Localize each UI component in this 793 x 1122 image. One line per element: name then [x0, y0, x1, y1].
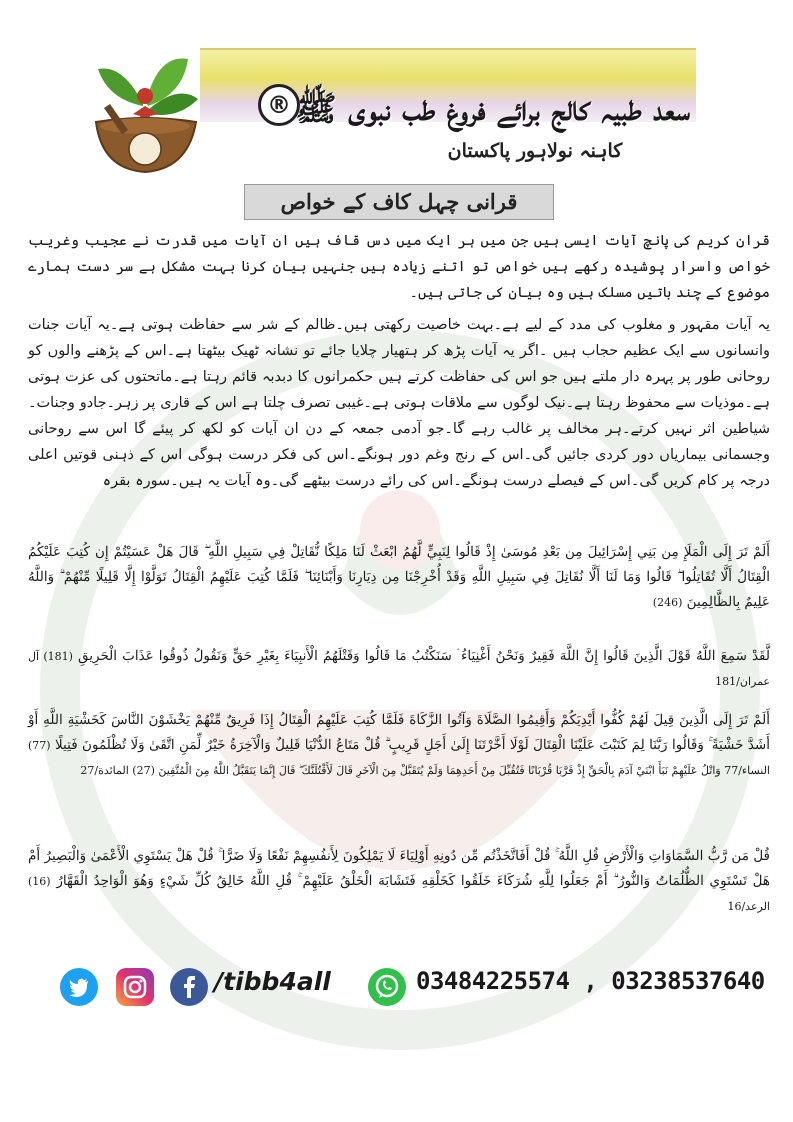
verse-text: لَّقَدْ سَمِعَ اللَّهُ قَوْلَ الَّذِينَ قَالُوا إِنَّ اللَّهَ فَقِيرٌ وَنَحْنُ أَغْنِيَاءُ ۘ سَنَكْتُبُ مَا قَالُوا وَقَتْلَهُمُ الْأَنبِيَاءَ بِغَيْرِ حَقٍّ وَنَقُولُ ذُوقُوا عَذَابَ الْحَرِيقِ: [78, 648, 771, 664]
verse-text: قُلْ مَن رَّبُّ السَّمَاوَاتِ وَالْأَرْضِ قُلِ اللَّهُ ۚ قُلْ أَفَاتَّخَذْتُم مِّن دُونِهِ أَوْلِيَاءَ لَا يَمْلِكُونَ لِأَنفُسِهِمْ نَفْعًا وَلَا ضَرًّا ۚ قُلْ هَلْ يَسْتَوِي الْأَعْمَىٰ وَالْبَصِيرُ أَمْ هَلْ تَسْتَوِي الظُّلُمَاتُ وَالنُّورُ ۗ أَمْ جَعَلُوا لِلَّهِ شُرَكَاءَ خَلَقُوا كَخَلْقِهِ فَتَشَابَهَ الْخَلْقُ عَلَيْهِمْ ۚ قُلِ اللَّهُ خَالِقُ كُلِّ شَيْءٍ وَهُوَ الْوَاحِدُ الْقَهَّارُ: [28, 848, 771, 889]
verse-1: [28, 540, 770, 640]
verse-text: أَلَمْ تَرَ إِلَى الْمَلَإِ مِن بَنِي إِسْرَائِيلَ مِن بَعْدِ مُوسَىٰ إِذْ قَالُوا لِنَبِيٍّ لَّهُمُ ابْعَثْ لَنَا مَلِكًا نُّقَاتِلْ فِي سَبِيلِ اللَّهِ ۖ قَالَ هَلْ عَسَيْتُمْ إِن كُتِبَ عَلَيْكُمُ الْقِتَالُ أَلَّا تُقَاتِلُوا ۖ قَالُوا وَمَا لَنَا أَلَّا نُقَاتِلَ فِي سَبِيلِ اللَّهِ وَقَدْ أُخْرِجْنَا مِن دِيَارِنَا وَأَبْنَائِنَا ۖ فَلَمَّا كُتِبَ عَلَيْهِمُ الْقِتَالُ تَوَلَّوْا إِلَّا قَلِيلًا مِّنْهُمْ ۗ وَاللَّهُ عَلِيمٌ بِالظَّالِمِينَ: [28, 544, 770, 610]
verse-reference: (16) الرعد/16: [28, 875, 770, 913]
verse-reference: (181) آل عمران/181: [28, 650, 770, 688]
phone-numbers[interactable]: 03484225574 , 03238537640: [416, 967, 765, 995]
intro-paragraph: قران کریم کی پانچ آیات ایسی ہیں جن میں ہر ایک میں دس قاف ہیں ان آیات میں قدرت نے عجیب وغریب خواص واسرار پوشیدہ رکھے ہیں خواص تو اتنے زیادہ ہیں جنہیں بیان کرنا بہت مشکل ہے سر دست ہمارے موضوع کے چند باتیں مسلک ہیں وہ بیان کی جاتی ہیں۔: [28, 233, 770, 301]
verse-reference: (246): [652, 596, 683, 609]
verse-4: [28, 844, 770, 944]
benefits-paragraph: یہ آیات مقہور و مغلوب کی مدد کے لیے ہے۔بہت خاصیت رکھتی ہیں۔ظالم کے شر سے حفاظت ہوتی ہے۔یہ آیات جنات وانسانوں سے ایک عظیم حجاب ہیں ۔اگر یہ آیات پڑھ کر ہتھیار چلایا جائے تو نشانہ ٹھیک بیٹھتا ہے۔اس کے پڑھنے والوں کو روحانی طور پر پہرہ دار ملتے ہیں جو اس کی حفاظت کرتے ہیں حکمرانوں کا دبدبہ قائم رہتا ہے۔ماتحتوں کی عزت ہوتی ہے۔موذیات سے محفوظ رہتا ہے۔نیک لوگوں سے ملاقات ہوتی ہے۔غیبی تصرف چلتا ہے اس کے قاری پر زہر۔جادو وجنات۔شیاطین اثر نہیں کرتے۔ہر مخالف پر غالب رہے گا۔جو آدمی جمعہ کے دن ان آیات کو لکھ کر پیئے گا اس سے روحانی وجسمانی بیماریاں دور کردی جائیں گی۔اس کے رنج وغم دور ہونگے۔اس کی فکر درست ہوگی اس کے ذہنی قوتیں اعلی درجہ پر کام کریں گی۔اس کے فیصلے درست ہونگے۔اس کی رائے درست بیٹھے گی۔وہ آیات یہ ہیں۔سورہ بقرہ: [28, 317, 770, 489]
verse-reference: (77) النساء/77 وَاتْلُ عَلَيْهِمْ نَبَأَ ابْنَيْ آدَمَ بِالْحَقِّ إِذْ قَرَّبَا قُرْبَانًا فَتُقُبِّلَ مِنْ أَحَدِهِمَا وَلَمْ يُتَقَبَّلْ مِنَ الْآخَرِ قَالَ لَأَقْتُلَنَّكَ ۖ قَالَ إِنَّمَا يَتَقَبَّلُ اللَّهُ مِنَ الْمُتَّقِينَ (27) المائدة/27: [28, 739, 770, 777]
verse-text: أَلَمْ تَرَ إِلَى الَّذِينَ قِيلَ لَهُمْ كُفُّوا أَيْدِيَكُمْ وَأَقِيمُوا الصَّلَاةَ وَآتُوا الزَّكَاةَ فَلَمَّا كُتِبَ عَلَيْهِمُ الْقِتَالُ إِذَا فَرِيقٌ مِّنْهُمْ يَخْشَوْنَ النَّاسَ كَخَشْيَةِ اللَّهِ أَوْ أَشَدَّ خَشْيَةً ۚ وَقَالُوا رَبَّنَا لِمَ كَتَبْتَ عَلَيْنَا الْقِتَالَ لَوْلَا أَخَّرْتَنَا إِلَىٰ أَجَلٍ قَرِيبٍ ۗ قُلْ مَتَاعُ الدُّنْيَا قَلِيلٌ وَالْآخِرَةُ خَيْرٌ لِّمَنِ اتَّقَىٰ وَلَا تُظْلَمُونَ فَتِيلًا: [28, 712, 770, 753]
instagram-icon[interactable]: [116, 968, 154, 1006]
whatsapp-icon[interactable]: [368, 968, 406, 1006]
college-logo: [88, 44, 203, 179]
facebook-icon[interactable]: [170, 968, 208, 1006]
twitter-icon[interactable]: [60, 968, 98, 1006]
social-handle[interactable]: /tibb4all: [214, 967, 331, 996]
page-title: قرانی چہل کاف کے خواص: [244, 184, 554, 220]
registered-mark: ®: [258, 84, 300, 126]
college-name: سعد طبیہ کالج برائے فروغ طب نبوی ﷺ: [295, 89, 690, 129]
verse-3: [28, 708, 770, 834]
verse-2: [28, 644, 770, 704]
college-location: کاہنہ نولاہور پاکستان: [447, 140, 623, 162]
